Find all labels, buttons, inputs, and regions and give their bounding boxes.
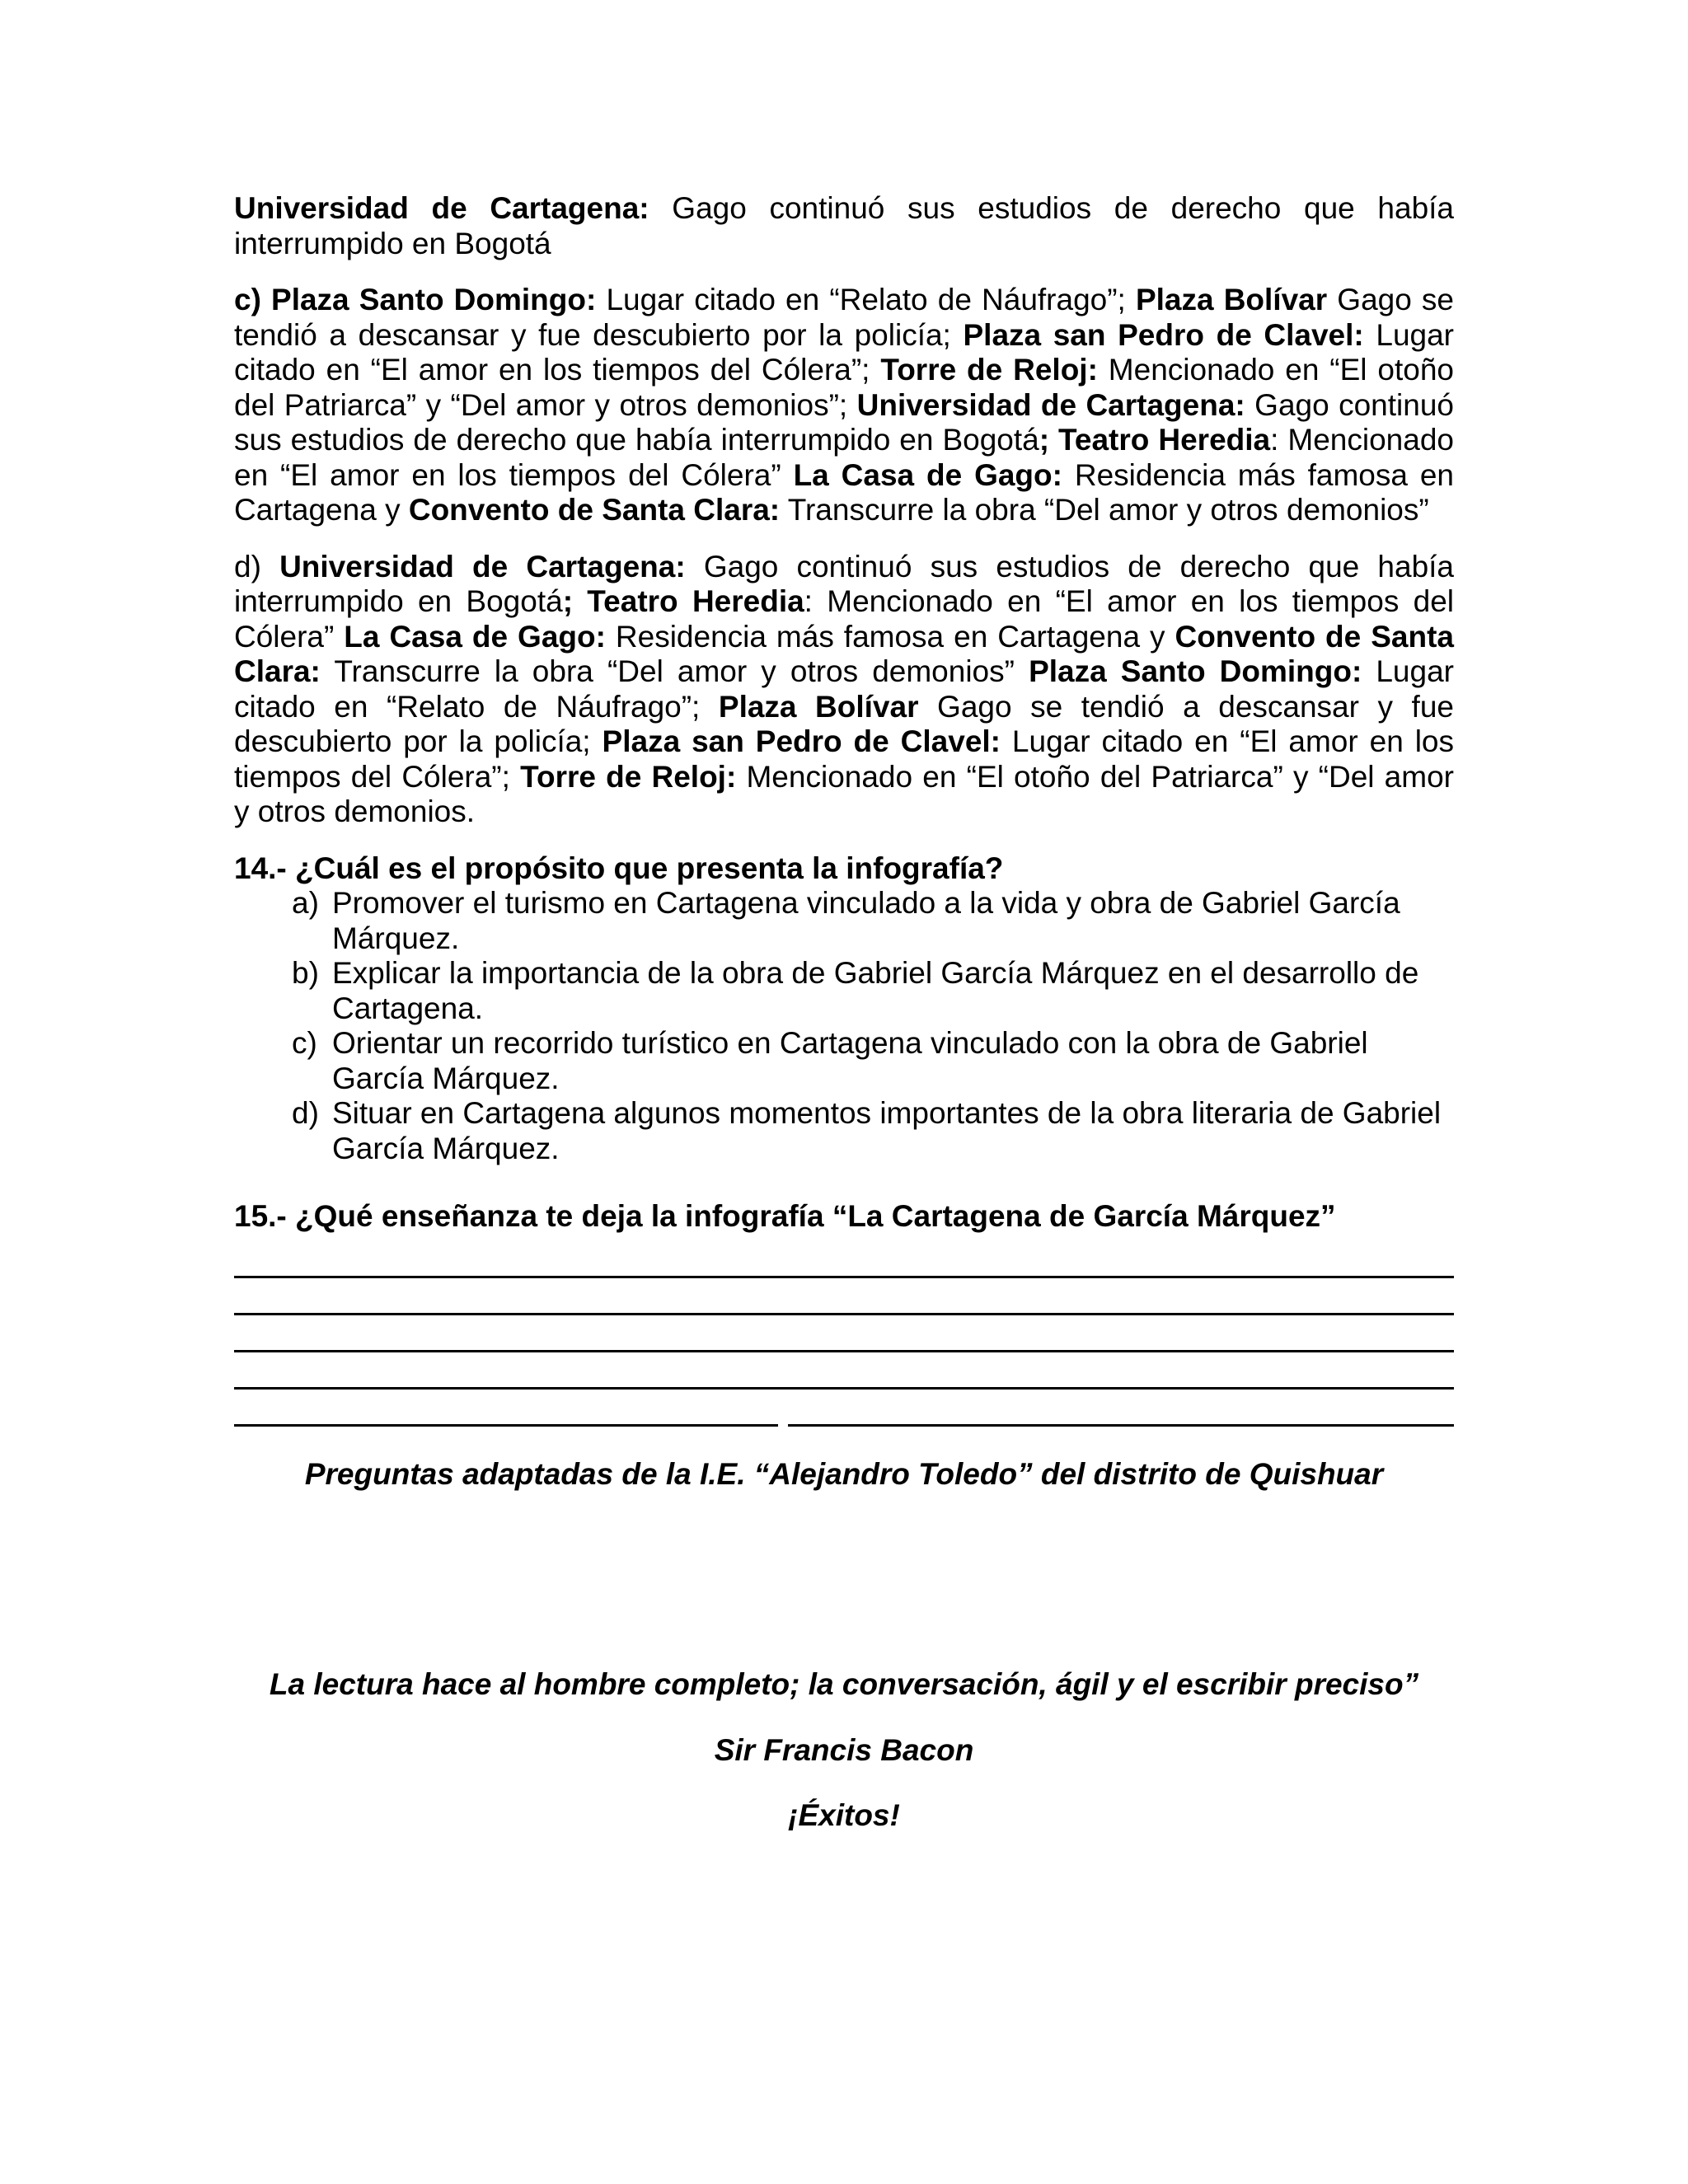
text-span: Gago continuó sus estudios de derecho que había interrumpido en Bogotá [234, 387, 1454, 457]
closing-quote: La lectura hace al hombre completo; la conversación, ágil y el escribir preciso” [269, 1667, 1419, 1701]
text-span: Gago continuó sus estudios de derecho que había interrumpido en Bogotá [234, 191, 1454, 260]
text-span: Lugar citado en “Relato de Náufrago”; [596, 283, 1136, 316]
bold-term: Plaza Bolívar [1135, 283, 1328, 316]
text-span: Residencia más famosa en Cartagena y [234, 457, 1454, 527]
option-label: d) [292, 1096, 319, 1130]
text-span: Residencia más famosa en Cartagena y [605, 619, 1175, 654]
bold-term: ; Teatro Heredia [562, 584, 804, 618]
bold-term: Universidad de Cartagena: [234, 191, 649, 225]
question-14-options [234, 886, 1454, 1166]
text-span: Mencionado en “El otoño del Patriarca” y “Del amor y otros demonios. [234, 759, 1454, 828]
text-span: Lugar citado en “El amor en los tiempos del Cólera”; [234, 317, 1454, 387]
bold-term: c) Plaza Santo Domingo: [234, 283, 597, 316]
option-d [234, 1096, 1454, 1166]
text-span: Gago continuó sus estudios de derecho que había interrumpido en Bogotá [234, 549, 1455, 618]
option-text: Explicar la importancia de la obra de Gabriel García Márquez en el desarrollo de Cartagena. [332, 956, 1419, 1025]
bold-term: Plaza Bolívar [718, 689, 919, 724]
question-15-title: 15.- ¿Qué enseñanza te deja la infografía “La Cartagena de García Márquez” [234, 1199, 1336, 1233]
bold-term: Convento de Santa Clara: [408, 493, 781, 527]
text-span: Transcurre la obra “Del amor y otros demonios” [780, 493, 1429, 527]
bold-term: Universidad de Cartagena: [856, 387, 1245, 422]
answer-lines[interactable] [234, 1241, 1454, 1424]
option-c [234, 1026, 1454, 1096]
answer-line-segment[interactable] [234, 1390, 778, 1427]
bold-term: Convento de Santa Clara: [234, 619, 1454, 688]
bold-term: Torre de Reloj: [520, 759, 737, 794]
bold-term: Plaza san Pedro de Clavel: [963, 317, 1364, 352]
answer-line[interactable] [234, 1241, 1454, 1278]
paragraph-universidad [234, 191, 1454, 261]
answer-option-d [234, 550, 1454, 830]
bold-term: ; Teatro Heredia [1039, 423, 1271, 457]
bold-term: Torre de Reloj: [880, 353, 1098, 387]
option-label: a) [292, 886, 319, 920]
option-text: Orientar un recorrido turístico en Cartagena vinculado con la obra de Gabriel García Márquez. [332, 1026, 1368, 1095]
answer-line-segment[interactable] [788, 1390, 1454, 1427]
answer-line[interactable] [234, 1315, 1454, 1352]
option-text: Situar en Cartagena algunos momentos importantes de la obra literaria de Gabriel García Márquez. [332, 1096, 1442, 1165]
bold-term: La Casa de Gago: [344, 619, 606, 654]
text-span: : Mencionado en “El amor en los tiempos del Cólera” [234, 423, 1454, 492]
closing-message: ¡Éxitos! [788, 1798, 900, 1832]
question-14 [234, 851, 1454, 1167]
bold-term: Plaza Santo Domingo: [1029, 654, 1362, 688]
quote-author: Sir Francis Bacon [714, 1732, 974, 1767]
option-label: c) [292, 1026, 317, 1060]
worksheet-page [234, 191, 1454, 1864]
text-span: : Mencionado en “El amor en los tiempos del Cólera” [234, 584, 1454, 654]
bold-term: La Casa de Gago: [793, 457, 1062, 492]
text-span: d) [234, 549, 280, 583]
answer-option-c [234, 283, 1454, 528]
text-span: Transcurre la obra “Del amor y otros demonios” [320, 654, 1029, 688]
option-b [234, 956, 1454, 1026]
bold-term: Plaza san Pedro de Clavel: [602, 724, 1001, 758]
text-span: Gago se tendió a descansar y fue descubierto por la policía; [234, 283, 1455, 352]
text-span: Lugar citado en “Relato de Náufrago”; [234, 654, 1454, 724]
text-span: Lugar citado en “El amor en los tiempos del Cólera”; [234, 724, 1455, 794]
answer-line[interactable] [234, 1352, 1454, 1390]
option-a [234, 886, 1454, 956]
option-text: Promover el turismo en Cartagena vinculado a la vida y obra de Gabriel García Márquez. [332, 886, 1400, 955]
bold-term: Universidad de Cartagena: [279, 549, 686, 583]
text-span: Gago se tendió a descansar y fue descubierto por la policía; [234, 689, 1454, 758]
text-span: Mencionado en “El otoño del Patriarca” y “Del amor y otros demonios”; [234, 353, 1454, 422]
answer-line[interactable] [234, 1390, 1454, 1424]
option-label: b) [292, 956, 319, 990]
source-credit: Preguntas adaptadas de la I.E. “Alejandro Toledo” del distrito de Quishuar [304, 1456, 1384, 1491]
question-14-title: 14.- ¿Cuál es el propósito que presenta la infografía? [234, 851, 1004, 885]
answer-line[interactable] [234, 1278, 1454, 1315]
